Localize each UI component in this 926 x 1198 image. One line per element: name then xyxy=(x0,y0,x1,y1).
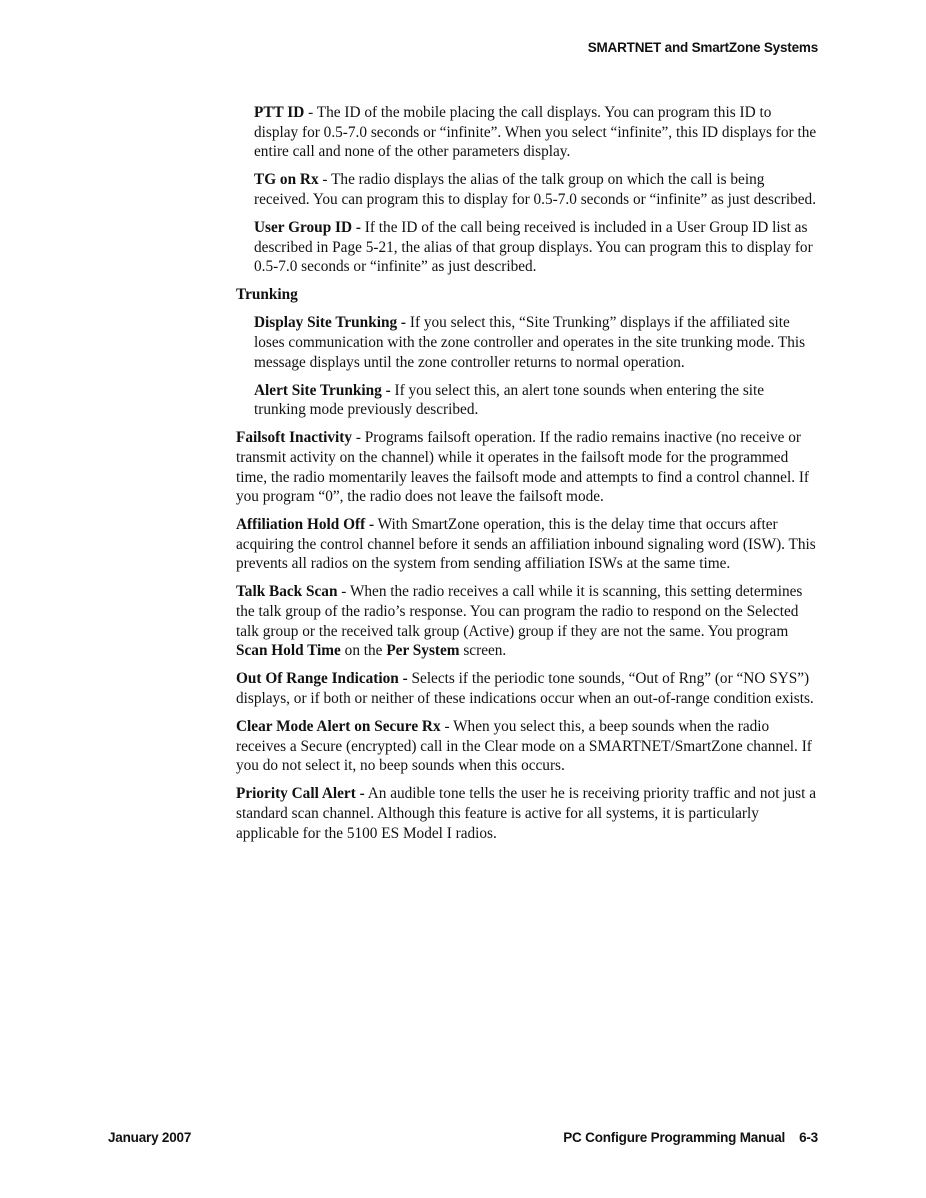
paragraph-alert-site-trunking xyxy=(254,381,819,420)
description-priority-call-alert: An audible tone tells the user he is receiving priority traffic and not just a standard scan channel. Although this feature is active for all systems, it is particularly applicable for the 5100 ES Model I radios. xyxy=(236,785,816,842)
term-clear-mode-alert: Clear Mode Alert on Secure Rx xyxy=(236,718,441,736)
description-end: screen. xyxy=(459,642,507,660)
description-alert-site-trunking: If you select this, an alert tone sounds when entering the site trunking mode previously described. xyxy=(254,381,765,419)
paragraph-tg-on-rx xyxy=(254,170,819,209)
description-user-group-id: If the ID of the call being received is included in a User Group ID list as described in Page 5-21, the alias of that group displays. You can program this to display for 0.5-7.0 seconds or “infinite” as just described. xyxy=(254,218,813,276)
term-user-group-id: User Group ID - xyxy=(254,218,361,236)
paragraph-talk-back-scan xyxy=(236,582,819,660)
description-tg-on-rx: The radio displays the alias of the talk group on which the call is being received. You can program this to display for 0.5-7.0 seconds or “infinite” as just described. xyxy=(254,171,817,208)
description-ptt-id: The ID of the mobile placing the call displays. You can program this ID to display for 0.5-7.0 seconds or “infinite”. When you select “infinite”, this ID displays for the entire call and none of the other parameters display. xyxy=(254,104,817,161)
term-talk-back-scan: Talk Back Scan xyxy=(236,583,338,601)
term-per-system: Per System xyxy=(386,642,460,660)
term-ptt-id: PTT ID xyxy=(254,104,305,121)
term-display-site-trunking: Display Site Trunking - xyxy=(254,314,407,332)
description-affiliation-hold-off: With SmartZone operation, this is the delay time that occurs after acquiring the control channel before it sends an affiliation inbound signaling word (ISW). This prevents all radios on the system from sending affiliation ISWs at the same time. xyxy=(236,516,816,573)
term-alert-site-trunking: Alert Site Trunking - xyxy=(254,381,391,399)
separator: - xyxy=(440,718,454,736)
term-priority-call-alert: Priority Call Alert - xyxy=(236,785,365,803)
description-failsoft-inactivity: Programs failsoft operation. If the radio remains inactive (no receive or transmit activity on the channel) while it operates in the failsoft mode for the programmed time, the radio momentarily leaves the failsoft mode and attempts to find a control channel. If you program “0”, the radio does not leave the failsoft mode. xyxy=(236,429,810,506)
footer-manual-title: PC Configure Programming Manual xyxy=(563,1130,786,1145)
paragraph-display-site-trunking xyxy=(254,313,819,372)
term-failsoft-inactivity: Failsoft Inactivity xyxy=(236,429,352,447)
paragraph-affiliation-hold-off xyxy=(236,515,819,574)
page-number: 6-3 xyxy=(799,1130,818,1145)
paragraph-ptt-id xyxy=(254,103,819,162)
paragraph-clear-mode-alert xyxy=(236,717,819,776)
term-affiliation-hold-off: Affiliation Hold Off - xyxy=(236,516,375,534)
term-out-of-range-indication: Out Of Range Indication - xyxy=(236,670,408,688)
term-scan-hold-time: Scan Hold Time xyxy=(236,642,341,660)
description-out-of-range-indication: Selects if the periodic tone sounds, “Out of Rng” (or “NO SYS”) displays, or if both or neither of these indications occur when an out-of-range condition exists. xyxy=(236,670,814,707)
description-talk-back-scan: When the radio receives a call while it is scanning, this setting determines the talk group of the radio’s response. You can program the radio to respond on the Selected talk group or the received talk group (Active) group if they are not the same. You program xyxy=(236,583,803,640)
document-body xyxy=(236,103,819,852)
footer-right xyxy=(563,1130,818,1145)
term-tg-on-rx: TG on Rx xyxy=(254,171,319,189)
separator: - xyxy=(352,429,365,447)
description-connector: on the xyxy=(340,642,387,660)
separator: - xyxy=(318,171,332,189)
separator: - xyxy=(337,583,350,601)
section-heading-trunking: Trunking xyxy=(236,286,298,304)
running-header: SMARTNET and SmartZone Systems xyxy=(587,40,818,55)
paragraph-failsoft-inactivity xyxy=(236,428,819,506)
description-display-site-trunking: If you select this, “Site Trunking” displays if the affiliated site loses communication with the zone controller and operates in the site trunking mode. This message displays until the zone controller returns to normal operation. xyxy=(254,314,806,371)
paragraph-out-of-range-indication xyxy=(236,669,819,708)
description-clear-mode-alert: When you select this, a beep sounds when the radio receives a Secure (encrypted) call in the Clear mode on a SMARTNET/SmartZone channel. If you do not select it, no beep sounds when this occurs. xyxy=(236,718,812,775)
footer-date: January 2007 xyxy=(108,1130,192,1145)
separator: - xyxy=(304,104,317,121)
paragraph-priority-call-alert xyxy=(236,784,819,843)
paragraph-user-group-id xyxy=(254,218,819,277)
